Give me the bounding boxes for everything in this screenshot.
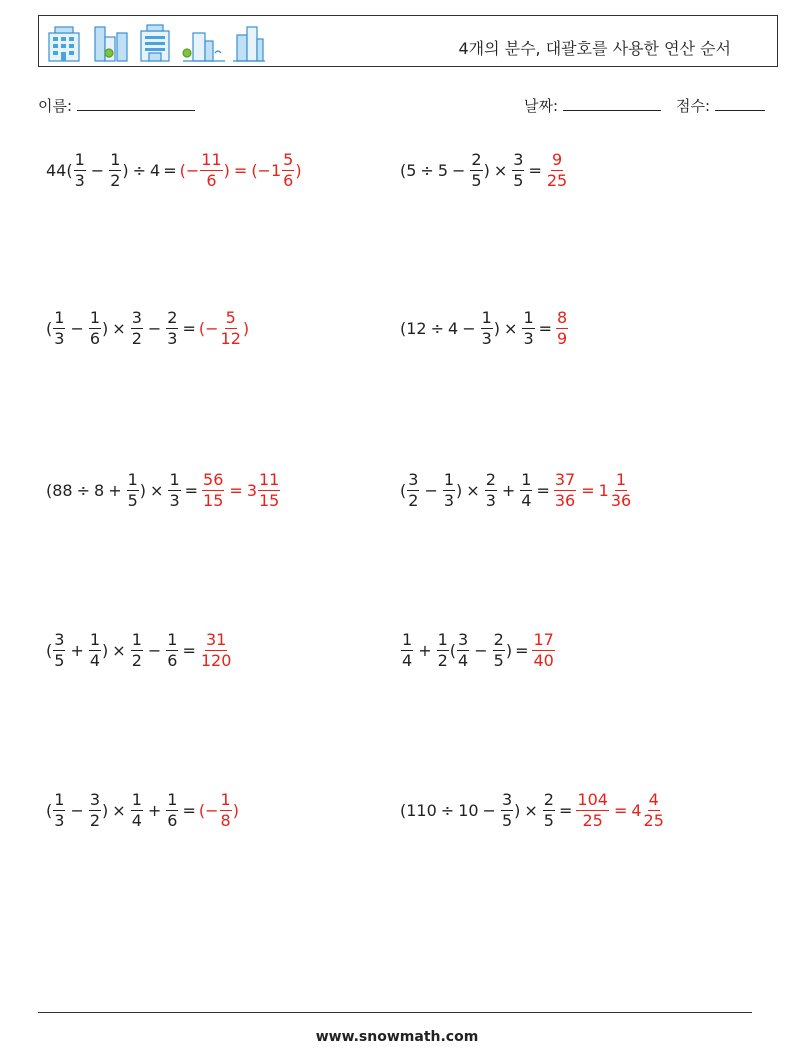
fraction bbox=[74, 149, 86, 190]
denominator: 3 bbox=[485, 490, 496, 510]
score-blank[interactable] bbox=[715, 95, 765, 111]
expr-text: ) bbox=[122, 160, 129, 180]
problem-expression bbox=[400, 307, 536, 348]
expr-text: ) bbox=[493, 318, 501, 338]
numerator: 2 bbox=[485, 469, 496, 489]
denominator: 3 bbox=[74, 170, 85, 190]
numerator: 5 bbox=[225, 307, 236, 327]
fraction bbox=[470, 149, 482, 190]
numerator: 2 bbox=[493, 629, 504, 649]
fraction bbox=[202, 469, 224, 510]
expr-text: ( bbox=[400, 480, 407, 500]
numerator: 1 bbox=[443, 469, 455, 489]
fraction bbox=[282, 149, 294, 190]
denominator: 3 bbox=[481, 328, 492, 348]
fraction bbox=[220, 789, 232, 830]
denominator: 5 bbox=[493, 650, 504, 670]
expr-text: − bbox=[147, 640, 162, 660]
problem-answer bbox=[198, 789, 239, 830]
denominator: 8 bbox=[220, 810, 231, 830]
denominator: 36 bbox=[554, 490, 576, 510]
numerator: 11 bbox=[201, 149, 222, 169]
numerator: 1 bbox=[167, 629, 178, 649]
fraction bbox=[166, 629, 178, 670]
fraction bbox=[457, 629, 469, 670]
expr-text: (5 bbox=[400, 160, 417, 180]
problem-answer bbox=[575, 789, 666, 830]
fraction bbox=[520, 469, 532, 510]
score-field bbox=[676, 95, 765, 116]
numerator: 1 bbox=[220, 789, 231, 809]
expr-text: ) bbox=[242, 318, 250, 338]
expr-text: × bbox=[112, 318, 126, 338]
denominator: 6 bbox=[167, 650, 178, 670]
denominator: 25 bbox=[582, 810, 603, 830]
expr-text: (− bbox=[179, 160, 200, 180]
denominator: 5 bbox=[127, 490, 138, 510]
expr-text: ) bbox=[456, 480, 463, 500]
denominator: 3 bbox=[167, 328, 178, 348]
fraction bbox=[200, 149, 222, 190]
equals-sign: = bbox=[182, 640, 196, 660]
fraction bbox=[481, 307, 493, 348]
fraction bbox=[200, 629, 233, 670]
expr-text: − bbox=[452, 160, 466, 180]
numerator: 1 bbox=[110, 149, 121, 169]
problem-expression bbox=[46, 469, 182, 510]
numerator: 1 bbox=[89, 307, 101, 327]
equals-sign: = bbox=[528, 160, 542, 180]
problem-expression bbox=[46, 629, 179, 670]
fraction bbox=[127, 469, 139, 510]
fraction bbox=[89, 789, 101, 830]
fraction bbox=[610, 469, 632, 510]
numerator: 104 bbox=[577, 789, 608, 809]
numerator: 3 bbox=[513, 149, 524, 169]
expr-text: ÷ bbox=[430, 318, 445, 338]
numerator: 56 bbox=[203, 469, 224, 489]
name-field bbox=[38, 95, 195, 116]
numerator: 1 bbox=[131, 629, 142, 649]
fraction bbox=[53, 629, 65, 670]
fraction bbox=[166, 789, 178, 830]
expr-text: = bbox=[581, 480, 595, 500]
expr-text: (110 bbox=[400, 800, 437, 820]
numerator: 1 bbox=[131, 789, 142, 809]
expr-text: (88 bbox=[46, 480, 73, 500]
denominator: 3 bbox=[523, 328, 534, 348]
numerator: 1 bbox=[74, 149, 85, 169]
fraction bbox=[576, 789, 609, 830]
denominator: 25 bbox=[643, 810, 664, 830]
expr-text: ) bbox=[483, 160, 490, 180]
denominator: 5 bbox=[543, 810, 554, 830]
expr-text: − bbox=[424, 480, 438, 500]
name-blank[interactable] bbox=[77, 95, 195, 111]
numerator: 2 bbox=[471, 149, 482, 169]
fraction bbox=[532, 629, 554, 670]
problem-expression bbox=[46, 149, 161, 190]
fraction bbox=[485, 469, 497, 510]
denominator: 9 bbox=[557, 328, 568, 348]
fraction bbox=[109, 149, 121, 190]
fraction bbox=[220, 307, 242, 348]
expr-text: 4 bbox=[448, 318, 459, 338]
denominator: 3 bbox=[54, 328, 65, 348]
numerator: 3 bbox=[131, 307, 142, 327]
numerator: 1 bbox=[437, 629, 448, 649]
denominator: 120 bbox=[200, 650, 232, 670]
tower-icon bbox=[95, 27, 127, 61]
fraction bbox=[168, 469, 180, 510]
numerator: 1 bbox=[54, 789, 65, 809]
expr-text: ( bbox=[46, 318, 53, 338]
expr-text: × bbox=[524, 800, 538, 820]
expr-text: + bbox=[147, 800, 162, 820]
date-label: 날짜: bbox=[524, 97, 559, 115]
fraction bbox=[131, 789, 143, 830]
expr-text: × bbox=[150, 480, 164, 500]
expr-text: ) bbox=[102, 640, 109, 660]
equals-sign: = bbox=[558, 800, 573, 820]
office-icon bbox=[141, 25, 169, 61]
fraction bbox=[522, 307, 534, 348]
denominator: 6 bbox=[206, 170, 217, 190]
fraction bbox=[501, 789, 513, 830]
expr-text: = bbox=[233, 160, 248, 180]
problem-answer bbox=[553, 469, 633, 510]
expr-text: ) bbox=[223, 160, 230, 180]
expr-text: (12 bbox=[400, 318, 427, 338]
expr-text: − bbox=[482, 800, 496, 820]
denominator: 4 bbox=[131, 810, 142, 830]
denominator: 2 bbox=[131, 328, 142, 348]
score-label: 점수: bbox=[676, 97, 711, 115]
expr-text: × bbox=[504, 318, 518, 338]
problem-expression bbox=[46, 307, 179, 348]
fraction bbox=[53, 307, 65, 348]
problem-answer bbox=[555, 307, 569, 348]
expr-text: 44( bbox=[46, 160, 73, 180]
fraction bbox=[89, 307, 101, 348]
equals-sign: = bbox=[184, 480, 199, 500]
numerator: 3 bbox=[89, 789, 101, 809]
tree-building-icon bbox=[183, 33, 225, 61]
fraction bbox=[407, 469, 419, 510]
problem-2 bbox=[400, 140, 569, 200]
expr-text: 8 bbox=[94, 480, 105, 500]
problem-10 bbox=[400, 780, 666, 840]
fraction bbox=[543, 789, 555, 830]
denominator: 2 bbox=[131, 650, 142, 670]
fraction bbox=[546, 149, 568, 190]
problem-answer bbox=[201, 469, 281, 510]
problem-7 bbox=[46, 620, 233, 680]
expr-text: × bbox=[112, 640, 126, 660]
denominator: 5 bbox=[513, 170, 524, 190]
fraction bbox=[443, 469, 455, 510]
numerator: 1 bbox=[615, 469, 627, 489]
expr-text: − bbox=[474, 640, 488, 660]
expr-text: (−1 bbox=[251, 160, 282, 180]
expr-text: ) bbox=[295, 160, 302, 180]
denominator: 5 bbox=[501, 810, 513, 830]
numerator: 17 bbox=[533, 629, 554, 649]
fraction bbox=[53, 789, 65, 830]
worksheet-header bbox=[38, 15, 778, 67]
footer-url: www.snowmath.com bbox=[315, 1029, 479, 1045]
numerator: 3 bbox=[408, 469, 419, 489]
numerator: 31 bbox=[205, 629, 227, 649]
problem-answer bbox=[545, 149, 569, 190]
equals-sign: = bbox=[536, 480, 550, 500]
expr-text: ÷ bbox=[76, 480, 91, 500]
expr-text: ÷ bbox=[132, 160, 147, 180]
expr-text: = bbox=[229, 480, 243, 500]
expr-text: 10 bbox=[458, 800, 479, 820]
expr-text: (− bbox=[198, 318, 219, 338]
problem-6 bbox=[400, 460, 633, 520]
denominator: 3 bbox=[169, 490, 180, 510]
expr-text: = bbox=[613, 800, 628, 820]
expr-text: − bbox=[70, 318, 84, 338]
fraction bbox=[556, 307, 568, 348]
expr-text: × bbox=[466, 480, 480, 500]
problem-expression bbox=[400, 149, 525, 190]
numerator: 1 bbox=[481, 307, 492, 327]
numerator: 8 bbox=[557, 307, 568, 327]
denominator: 2 bbox=[437, 650, 448, 670]
problem-expression bbox=[400, 789, 556, 830]
expr-text: × bbox=[493, 160, 508, 180]
expr-text: − bbox=[90, 160, 105, 180]
expr-text: ÷ bbox=[420, 160, 434, 180]
denominator: 6 bbox=[283, 170, 294, 190]
numerator: 4 bbox=[648, 789, 659, 809]
footer-divider bbox=[38, 1012, 752, 1013]
expr-text: ) bbox=[514, 800, 521, 820]
numerator: 3 bbox=[54, 629, 65, 649]
expr-text: − bbox=[147, 318, 162, 338]
expr-text: (− bbox=[198, 800, 219, 820]
numerator: 5 bbox=[283, 149, 294, 169]
numerator: 2 bbox=[167, 307, 178, 327]
denominator: 4 bbox=[458, 650, 469, 670]
numerator: 11 bbox=[259, 469, 280, 489]
expr-text: × bbox=[112, 800, 126, 820]
numerator: 2 bbox=[543, 789, 554, 809]
denominator: 15 bbox=[203, 490, 224, 510]
problem-answer bbox=[198, 307, 250, 348]
building-icon bbox=[49, 27, 79, 61]
equals-sign: = bbox=[182, 800, 196, 820]
skyscraper-icon bbox=[233, 27, 265, 61]
expr-text: + bbox=[70, 640, 84, 660]
numerator: 3 bbox=[501, 789, 513, 809]
numerator: 1 bbox=[169, 469, 180, 489]
problem-3 bbox=[46, 298, 249, 358]
equals-sign: = bbox=[515, 640, 529, 660]
denominator: 4 bbox=[89, 650, 101, 670]
denominator: 12 bbox=[220, 328, 241, 348]
fraction bbox=[131, 629, 143, 670]
numerator: 1 bbox=[89, 629, 101, 649]
numerator: 9 bbox=[551, 149, 563, 169]
expr-text: ) bbox=[505, 640, 513, 660]
problem-expression bbox=[400, 629, 513, 670]
fraction bbox=[131, 307, 143, 348]
expr-text: 5 bbox=[437, 160, 449, 180]
expr-text: + bbox=[108, 480, 122, 500]
denominator: 36 bbox=[610, 490, 632, 510]
denominator: 40 bbox=[533, 650, 554, 670]
fraction bbox=[258, 469, 280, 510]
expr-text: + bbox=[501, 480, 516, 500]
expr-text: ) bbox=[232, 800, 239, 820]
denominator: 3 bbox=[443, 490, 455, 510]
denominator: 5 bbox=[471, 170, 482, 190]
denominator: 2 bbox=[408, 490, 419, 510]
expr-text: ( bbox=[449, 640, 457, 660]
numerator: 1 bbox=[127, 469, 138, 489]
expr-text: ) bbox=[102, 318, 109, 338]
fraction bbox=[166, 307, 178, 348]
worksheet-title: 4개의 분수, 대괄호를 사용한 연산 순서 bbox=[458, 39, 731, 58]
date-blank[interactable] bbox=[563, 95, 661, 111]
expr-text: − bbox=[70, 800, 84, 820]
numerator: 1 bbox=[523, 307, 534, 327]
numerator: 3 bbox=[458, 629, 469, 649]
denominator: 6 bbox=[89, 328, 101, 348]
fraction bbox=[401, 629, 413, 670]
numerator: 1 bbox=[167, 789, 178, 809]
denominator: 2 bbox=[110, 170, 121, 190]
expr-text: ( bbox=[46, 800, 53, 820]
problem-expression bbox=[46, 789, 179, 830]
numerator: 1 bbox=[402, 629, 413, 649]
denominator: 5 bbox=[54, 650, 65, 670]
problem-9 bbox=[46, 780, 239, 840]
fraction bbox=[89, 629, 101, 670]
numerator: 1 bbox=[521, 469, 532, 489]
denominator: 25 bbox=[546, 170, 568, 190]
problem-answer bbox=[199, 629, 234, 670]
city-logo-icon bbox=[45, 23, 265, 63]
fraction bbox=[643, 789, 665, 830]
denominator: 3 bbox=[54, 810, 65, 830]
expr-text: 3 bbox=[246, 480, 257, 500]
problem-expression bbox=[400, 469, 533, 510]
fraction bbox=[554, 469, 576, 510]
problem-answer bbox=[179, 149, 302, 190]
expr-text: 4 bbox=[631, 800, 642, 820]
denominator: 15 bbox=[259, 490, 280, 510]
problem-answer bbox=[531, 629, 555, 670]
denominator: 2 bbox=[89, 810, 101, 830]
expr-text: ) bbox=[139, 480, 147, 500]
problem-8 bbox=[400, 620, 556, 680]
problem-1 bbox=[46, 140, 302, 200]
numerator: 37 bbox=[554, 469, 576, 489]
denominator: 6 bbox=[167, 810, 178, 830]
problem-4 bbox=[400, 298, 569, 358]
expr-text: ) bbox=[102, 800, 109, 820]
expr-text: ( bbox=[46, 640, 53, 660]
equals-sign: = bbox=[538, 318, 553, 338]
denominator: 4 bbox=[402, 650, 413, 670]
fraction bbox=[437, 629, 449, 670]
denominator: 4 bbox=[521, 490, 532, 510]
expr-text: ÷ bbox=[440, 800, 455, 820]
fraction bbox=[493, 629, 505, 670]
expr-text: + bbox=[418, 640, 432, 660]
equals-sign: = bbox=[163, 160, 177, 180]
name-label: 이름: bbox=[38, 97, 73, 115]
expr-text: 4 bbox=[150, 160, 161, 180]
fraction bbox=[512, 149, 524, 190]
numerator: 1 bbox=[54, 307, 65, 327]
expr-text: − bbox=[462, 318, 476, 338]
date-field bbox=[524, 95, 661, 116]
expr-text: 1 bbox=[598, 480, 609, 500]
problem-5 bbox=[46, 460, 281, 520]
equals-sign: = bbox=[182, 318, 196, 338]
